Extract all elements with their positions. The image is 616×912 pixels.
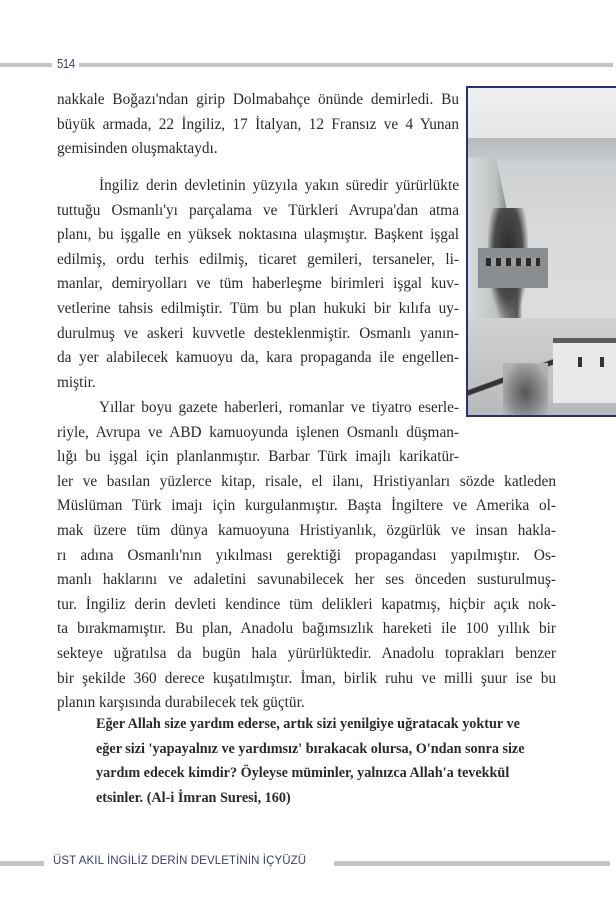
photo-building [553, 338, 616, 403]
header-rule-right [79, 63, 613, 67]
text-line: planın karşısında durabilecek tek güçtür. [57, 694, 305, 712]
text-line: Müslüman Türk imajı için kurgulanmıştır. Başta İngiltere ve Amerika ol- [57, 497, 556, 515]
text-line: manlar, demiryolları ve tüm haberleşme birimleri işgal kuv- [57, 275, 459, 293]
text-line: ler ve basılan yüzlerce kitap, risale, el ilanı, Hristiyanları sözde katleden [57, 472, 556, 490]
quote-line: Eğer Allah size yardım ederse, artık sizi yenilgiye uğratacak yoktur ve [96, 716, 520, 732]
text-line: mak üzere tüm dünya kamuoyuna Hristiyanlık, özgürlük ve insan hakla- [57, 521, 556, 539]
footer-rule-left [0, 861, 44, 866]
historic-photo [466, 86, 616, 417]
page-header [0, 58, 616, 72]
text-line: bir şekilde 360 derece kuşatılmıştır. İman, birlik ruhu ve milli şuur ise bu [57, 669, 556, 687]
quran-quote [96, 712, 525, 810]
text-line: durulmuş ve askeri kuvvetle desteklenmiştir. Osmanlı yanın- [57, 324, 459, 342]
quote-line: eğer sizi 'yapayalnız ve yardımsız' bırakacak olursa, O'ndan sonra size [96, 740, 525, 757]
page-footer [0, 857, 616, 871]
text-line: rı adına Osmanlı'nın yıkılması gerektiği propagandası yapılmıştır. Os- [57, 546, 556, 564]
text-line: da yer alabilecek kamuoyu da, kara propaganda ile engellen- [57, 349, 459, 367]
paragraph-2 [57, 174, 459, 395]
text-line: nakkale Boğazı'ndan girip Dolmabahçe önünde demirledi. Bu [57, 91, 459, 108]
quote-line: etsinler. (Al-i İmran Suresi, 160) [96, 789, 291, 806]
text-line: manlı haklarını ve adaletini savunabilecek her ses önceden susturulmuş- [57, 571, 556, 589]
page-number: 514 [57, 56, 75, 71]
text-line: riyle, Avrupa ve ABD kamuoyunda işlenen Osmanlı düşman- [57, 423, 459, 441]
text-line: planı, bu işgalle en yüksek noktasına ulaşmıştır. Başkent işgal [57, 226, 459, 244]
paragraph-1 [57, 88, 459, 162]
photo-building [478, 248, 548, 288]
quote-line: yardım edecek kimdir? Öyleyse müminler, yalnızca Allah'a tevekkül [96, 765, 510, 781]
paragraph-3 [57, 396, 556, 716]
header-rule-left [0, 63, 52, 67]
text-line: edilmiş, ordu terhis edilmiş, ticaret gemileri, tersaneler, li- [57, 250, 459, 268]
text-line: sekteye uğratılsa da bugün hala yürürlüktedir. Anadolu toprakları benzer [57, 644, 556, 662]
text-line: büyük armada, 22 İngiliz, 17 İtalyan, 12 Fransız ve 4 Yunan [57, 115, 459, 133]
text-line: lığı bu işgal için planlanmıştır. Barbar Türk imajlı karikatür- [57, 448, 459, 466]
photo-hills [468, 138, 616, 160]
photo-sky [468, 88, 616, 138]
text-line: Yıllar boyu gazete haberleri, romanlar ve tiyatro eserle- [99, 399, 459, 416]
text-line: İngiliz derin devletinin yüzyıla yakın süredir yürürlükte [99, 177, 459, 194]
text-line: gemisinden oluşmaktaydı. [57, 140, 218, 158]
text-line: tur. İngiliz derin devleti kendince tüm delikleri kapatmış, hiçbir açık nok- [57, 595, 556, 613]
book-title: ÜST AKIL İNGİLİZ DERİN DEVLETİNİN İÇYÜZÜ [53, 855, 307, 867]
footer-rule-right [334, 861, 610, 866]
text-line: vetlerine tahsis edilmiştir. Tüm bu plan hukuki bir kılıfa uy- [57, 299, 459, 317]
text-line: ta bırakmamıştır. Bu plan, Anadolu bağımsızlık hareketi ile 100 yıllık bir [57, 620, 556, 638]
text-line: miştir. [57, 373, 96, 391]
text-line: tuttuğu Osmanlı'yı parçalama ve Türkleri Avrupa'dan atma [57, 201, 459, 219]
